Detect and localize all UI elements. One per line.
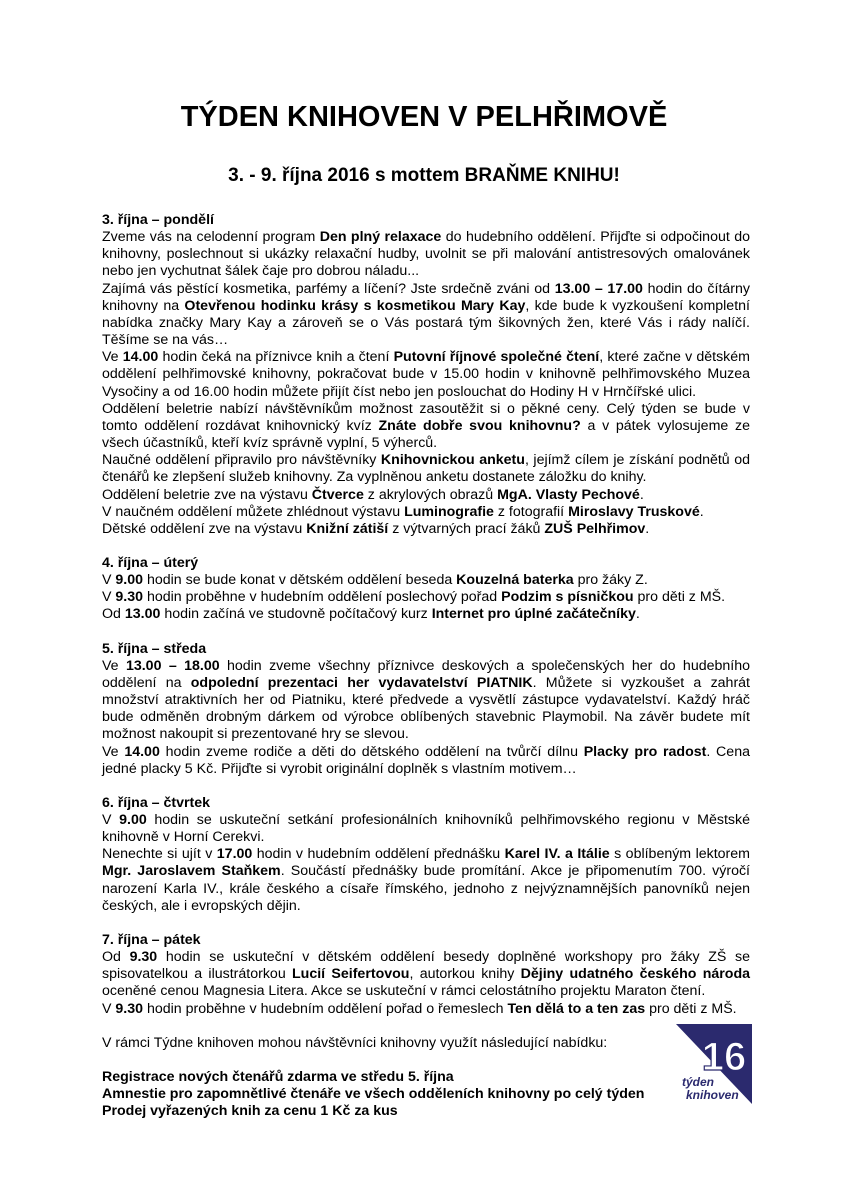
highlight-text: MgA. Vlasty Pechové [497,486,640,503]
page-subtitle: 3. - 9. října 2016 s mottem BRAŇME KNIHU! [228,165,620,186]
day-section [102,932,750,1018]
body-text: Oddělení beletrie nabízí návštěvníkům možnost zasoutěžit si o pěkné ceny. Celý týden se bude v tomto oddělení rozdávat knihovnický kvíz [102,400,750,434]
day-paragraph [102,572,750,589]
body-text: hodin v hudebním oddělení přednášku [252,846,505,863]
offer-item: Registrace nových čtenářů zdarma ve středu 5. října [102,1068,454,1085]
day-paragraph [102,658,750,744]
day-paragraph [102,1001,750,1018]
page-title: TÝDEN KNIHOVEN V PELHŘIMOVĚ [180,101,668,133]
body-text: V naučném oddělení můžete zhlédnout výstavu [102,503,405,520]
logo-line1: týden [682,1075,715,1089]
body-text: Dětské oddělení zve na výstavu [102,520,307,537]
body-text: z akrylových obrazů [363,486,498,503]
body-text: Zveme vás na celodenní program [102,229,320,246]
day-heading: 4. října – úterý [102,554,199,571]
body-text: V [102,572,116,589]
highlight-text: Mgr. Jaroslavem Staňkem [102,863,281,880]
body-text: hodin proběhne v hudebním oddělení pořad o řemeslech [143,1000,508,1017]
body-text: hodin se uskuteční setkání profesionálních knihovníků pelhřimovského regionu v Městské knihovně v Horní Cerekvi. [102,812,750,846]
body-text: . [699,503,704,520]
highlight-text: 14.00 [122,349,159,366]
day-paragraph [102,521,750,538]
highlight-text: Placky pro radost [583,743,707,760]
day-paragraph [102,812,750,846]
day-sections [102,212,750,1018]
day-paragraph [102,846,750,915]
body-text: . Součástí přednášky bude promítání. Akce je připomenutím 700. výročí narození Karla IV., krále českého a císaře římského, jednoho z nejvýznamnějších panovníků nejen českých, ale i evropských dějin. [102,863,750,914]
highlight-text: 9.30 [115,589,144,606]
tyden-knihoven-logo [676,1024,752,1104]
body-text: a v pátek vylosujeme ze všech účastníků, kteří kvíz správně vyplní, 5 výherců. [102,417,750,452]
highlight-text: Karel IV. a Itálie [504,846,610,863]
highlight-text: Dějiny udatného českého národa [520,966,750,983]
day-section [102,641,750,778]
day-paragraph [102,281,750,350]
highlight-text: 9.00 [119,812,147,828]
body-text: z výtvarných prací žáků [388,520,545,537]
document-body [102,212,750,1120]
highlight-text: Miroslavy Truskové [568,503,700,520]
day-heading: 5. října – středa [102,640,207,657]
body-text: . [645,520,650,537]
body-text: . Cena jedné placky 5 Kč. Přijďte si vyrobit originální doplněk s vlastním motivem… [102,743,750,777]
highlight-text: Knihovnickou anketu [380,452,525,469]
highlight-text: Podzim s písničkou [501,589,634,606]
highlight-text: 13.00 – 18.00 [125,657,220,674]
highlight-text: 13.00 – 17.00 [554,280,643,297]
body-text: , autorkou knihy [409,966,521,983]
body-text: Zajímá vás pěstící kosmetika, parfémy a líčení? Jste srdečně zváni od [102,280,555,297]
highlight-text: odpolední prezentaci her vydavatelství PIATNIK [190,674,533,691]
body-text: Nenechte si ujít v [102,846,217,863]
highlight-text: Luminografie [404,503,494,520]
logo-line2: knihoven [686,1088,739,1102]
body-text: pro děti z MŠ. [633,589,726,606]
body-text: Naučné oddělení připravilo pro návštěvníky [102,452,381,469]
body-text: V [102,1000,116,1017]
day-paragraph [102,744,750,778]
body-text: . Můžete si vyzkoušet a zahrát množství atraktivních her od Piatniku, které předvede a vysvětlí zástupce vydavatelství. Každý hráč bude odměněn drobným dárkem od výrobce oblíbených stavebnic Playmobil. Na závěr budete mít možnost nakoupit si prezentované hry se slevou. [102,674,750,743]
highlight-text: Čtverce [311,486,364,503]
body-text: Ve [102,657,126,674]
logo-number: 16 [701,1035,747,1079]
day-paragraph [102,949,750,1000]
body-text: do hudebního oddělení. Přijďte si odpočinout do knihovny, poslechnout si ukázky relaxační hudby, uvolnit se při malování antistresových omalovánek nebo jen vychutnat šálek čaje pro dobrou náladu... [102,229,751,280]
highlight-text: Znáte dobře svou knihovnu? [378,417,581,434]
body-text: hodin zveme všechny příznivce deskových a společenských her do hudebního oddělení na [102,657,751,691]
highlight-text: 17.00 [216,846,253,863]
body-text: Od [102,949,130,966]
highlight-text: Ten dělá to a ten zas [507,1000,646,1017]
day-heading: 6. října – čtvrtek [102,794,211,811]
day-paragraph [102,229,750,280]
day-heading: 3. října – pondělí [102,212,214,228]
highlight-text: 9.30 [129,949,158,966]
body-text: , jejímž cílem je získání podnětů od čtenářů ke zlepšení služeb knihovny. Za vyplněnou anketu dostanete záložku do knihy. [102,452,750,486]
day-section [102,555,750,624]
day-paragraph [102,452,750,486]
offers-intro: V rámci Týdne knihoven mohou návštěvníci knihovny využít následující nabídku: [102,1034,608,1051]
body-text: pro žáky Z. [573,572,648,589]
day-section [102,212,750,538]
highlight-text: ZUŠ Pelhřimov [544,520,646,537]
day-section [102,795,750,915]
highlight-text: Knižní zátiší [306,520,389,537]
body-text: Od [102,606,125,623]
highlight-text: Den plný relaxace [319,229,442,246]
body-text: , které začne v dětském oddělení pelhřimovské knihovny, pokračovat bude v 15.00 hodin v knihovně pelhřimovského Muzea Vysočiny a od 16.00 hodin můžete přijít číst nebo jen poslouchat do Hodiny H v Hrnčířské ulici. [102,349,750,400]
day-paragraph [102,606,750,623]
body-text: oceněné cenou Magnesia Litera. Akce se uskuteční v rámci celostátního projektu Maraton čtení. [102,983,706,1000]
body-text: s oblíbeným lektorem [609,846,750,863]
body-text: hodin se bude konat v dětském oddělení beseda [143,572,457,589]
highlight-text: 9.30 [115,1000,144,1017]
day-paragraph [102,504,750,521]
body-text: hodin začíná ve studovně počítačový kurz [160,606,432,623]
highlight-text: 14.00 [124,743,160,760]
offers-list [102,1069,750,1120]
day-paragraph [102,487,750,504]
day-heading: 7. října – pátek [102,931,201,948]
body-text: Ve [102,349,123,366]
body-text: V [102,812,120,828]
body-text: z fotografií [493,503,569,520]
highlight-text: 9.00 [115,572,144,589]
body-text: pro děti z MŠ. [645,1000,737,1017]
body-text: hodin proběhne v hudebním oddělení poslechový pořad [143,589,502,606]
body-text: hodin zveme rodiče a děti do dětského oddělení na tvůrčí dílnu [159,743,584,760]
body-text: Oddělení beletrie zve na výstavu [102,486,312,503]
body-text: Ve [102,743,125,760]
body-text: hodin čeká na příznivce knih a čtení [158,349,394,366]
body-text: hodin se uskuteční v dětském oddělení besedy doplněné workshopy pro žáky ZŠ se spisovatelkou a ilustrátorkou [102,949,750,983]
highlight-text: Putovní říjnové společné čtení [393,349,600,366]
body-text: hodin do čítárny knihovny na [102,280,751,314]
highlight-text: Internet pro úplné začátečníky [431,606,636,623]
day-paragraph [102,349,750,400]
highlight-text: Otevřenou hodinku krásy s kosmetikou Mary Kay [184,297,526,314]
offer-item: Amnestie pro zapomnětlivé čtenáře ve všech odděleních knihovny po celý týden [102,1086,645,1103]
highlight-text: Kouzelná baterka [456,572,574,589]
day-paragraph [102,589,750,606]
day-paragraph [102,401,750,452]
body-text: V [102,589,116,606]
highlight-text: 13.00 [124,606,161,623]
highlight-text: Lucií Seifertovou [292,966,410,983]
body-text: , kde bude k vyzkoušení kompletní nabídka značky Mary Kay a zároveň se o Vás postará tým šikovných žen, které Vás i rády nalíčí. Těšíme se na vás… [102,297,750,349]
body-text: . [635,606,640,623]
body-text: . [639,486,644,503]
offer-item: Prodej vyřazených knih za cenu 1 Kč za kus [102,1103,398,1120]
